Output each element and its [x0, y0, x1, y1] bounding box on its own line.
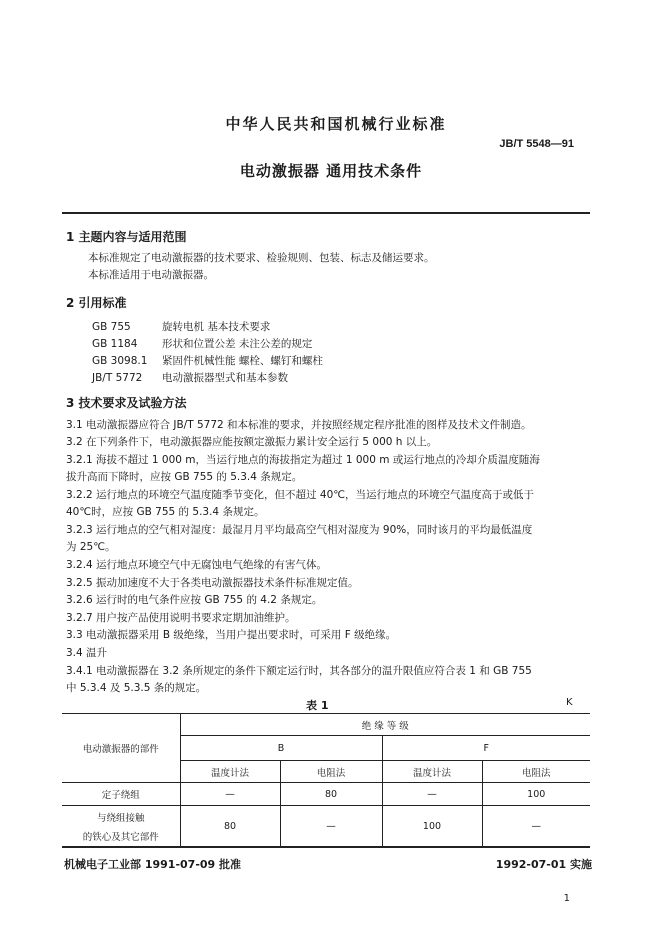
table-unit: K: [566, 697, 573, 708]
clause-3-2: 3.2 在下列条件下，电动激振器应能按额定激振力累计安全运行 5 000 h 以上。: [66, 436, 438, 448]
reference-title: 紧固件机械性能 螺栓、螺钉和螺柱: [162, 355, 323, 367]
reference-code: JB/T 5772: [92, 371, 143, 384]
value-cell: 80: [280, 783, 382, 806]
section-3-heading: 3 技术要求及试验方法: [66, 396, 187, 410]
clause-3-1: 3.1 电动激振器应符合 JB/T 5772 和本标准的要求，并按照经规定程序批准的图样及技术文件制造。: [66, 419, 532, 431]
clause-3-2-2-line-2: 40℃时，应按 GB 755 的 5.3.4 条规定。: [66, 506, 265, 518]
clause-3-4-1-line-1: 3.4.1 电动激振器在 3.2 条所规定的条件下额定运行时，其各部分的温升限值应符合表 1 和 GB 755: [66, 665, 532, 677]
method-header: 电阻法: [280, 761, 382, 783]
reference-title: 旋转电机 基本技术要求: [162, 321, 271, 333]
reference-code: GB 1184: [92, 337, 138, 350]
clause-3-2-6: 3.2.6 运行时的电气条件应按 GB 755 的 4.2 条规定。: [66, 594, 323, 606]
standard-category: 中华人民共和国机械行业标准: [225, 115, 447, 133]
reference-list: [92, 318, 323, 386]
part-cell: 定子绕组: [62, 783, 180, 806]
clause-3-2-5: 3.2.5 振动加速度不大于各类电动激振器技术条件标准规定值。: [66, 577, 359, 589]
value-cell: 100: [482, 783, 590, 806]
value-cell: 80: [180, 806, 280, 848]
table-row: [62, 806, 590, 848]
value-cell: —: [280, 806, 382, 848]
footer-divider: [62, 846, 590, 848]
reference-title: 形状和位置公差 未注公差的规定: [162, 338, 313, 350]
part-header: 电动激振器的部件: [62, 714, 180, 783]
section-1-para-1: 本标准规定了电动激振器的技术要求、检验规则、包装、标志及储运要求。: [88, 252, 435, 264]
table-row: [62, 783, 590, 806]
clause-3-2-7: 3.2.7 用户按产品使用说明书要求定期加油维护。: [66, 612, 296, 624]
value-cell: 100: [382, 806, 482, 848]
clause-3-2-2-line-1: 3.2.2 运行地点的环境空气温度随季节变化，但不超过 40℃，当运行地点的环境空气温度高于或低于: [66, 489, 535, 501]
section-1-para-2: 本标准适用于电动激振器。: [88, 269, 214, 281]
temperature-rise-table: [62, 713, 590, 848]
standard-number: JB/T 5548—91: [499, 138, 574, 150]
insulation-class-header: 绝 缘 等 级: [180, 714, 590, 736]
value-cell: —: [180, 783, 280, 806]
part-cell-line: 与绕组接触: [96, 813, 145, 824]
section-1-heading: 1 主题内容与适用范围: [66, 230, 187, 244]
method-header: 电阻法: [482, 761, 590, 783]
clause-3-4-1-line-2: 中 5.3.4 及 5.3.5 条的规定。: [66, 682, 207, 694]
clause-3-2-1-line-2: 拔升高而下降时，应按 GB 755 的 5.3.4 条规定。: [66, 471, 303, 483]
approval-note: 机械电子工业部 1991-07-09 批准: [64, 858, 242, 871]
value-cell: —: [382, 783, 482, 806]
clause-3-2-3-line-1: 3.2.3 运行地点的空气相对湿度：最湿月月平均最高空气相对湿度为 90%，同时该月的平均最低温度: [66, 524, 533, 536]
page-number: 1: [563, 893, 570, 904]
value-cell: —: [482, 806, 590, 848]
header-divider: [62, 212, 590, 214]
class-b-header: B: [180, 736, 382, 761]
clause-3-4: 3.4 温升: [66, 647, 108, 659]
method-header: 温度计法: [180, 761, 280, 783]
reference-code: GB 755: [92, 320, 131, 333]
clause-3-2-4: 3.2.4 运行地点环境空气中无腐蚀电气绝缘的有害气体。: [66, 559, 328, 571]
reference-code: GB 3098.1: [92, 354, 148, 367]
document-title: 电动激振器 通用技术条件: [239, 162, 423, 180]
reference-item: [92, 318, 323, 335]
reference-item: [92, 352, 323, 369]
clause-3-2-3-line-2: 为 25℃。: [66, 541, 116, 553]
effective-date: 1992-07-01 实施: [495, 858, 592, 871]
clause-3-2-1-line-1: 3.2.1 海拔不超过 1 000 m，当运行地点的海拔指定为超过 1 000 m 或运行地点的冷却介质温度随海: [66, 454, 540, 466]
clause-3-3: 3.3 电动激振器采用 B 级绝缘，当用户提出要求时，可采用 F 级绝缘。: [66, 629, 397, 641]
reference-item: [92, 369, 323, 386]
reference-item: [92, 335, 323, 352]
part-cell: [62, 806, 180, 848]
table-caption: 表 1: [306, 699, 329, 712]
reference-title: 电动激振器型式和基本参数: [162, 372, 288, 384]
part-cell-line: 的铁心及其它部件: [82, 832, 159, 843]
section-2-heading: 2 引用标准: [66, 296, 127, 310]
method-header: 温度计法: [382, 761, 482, 783]
class-f-header: F: [382, 736, 590, 761]
